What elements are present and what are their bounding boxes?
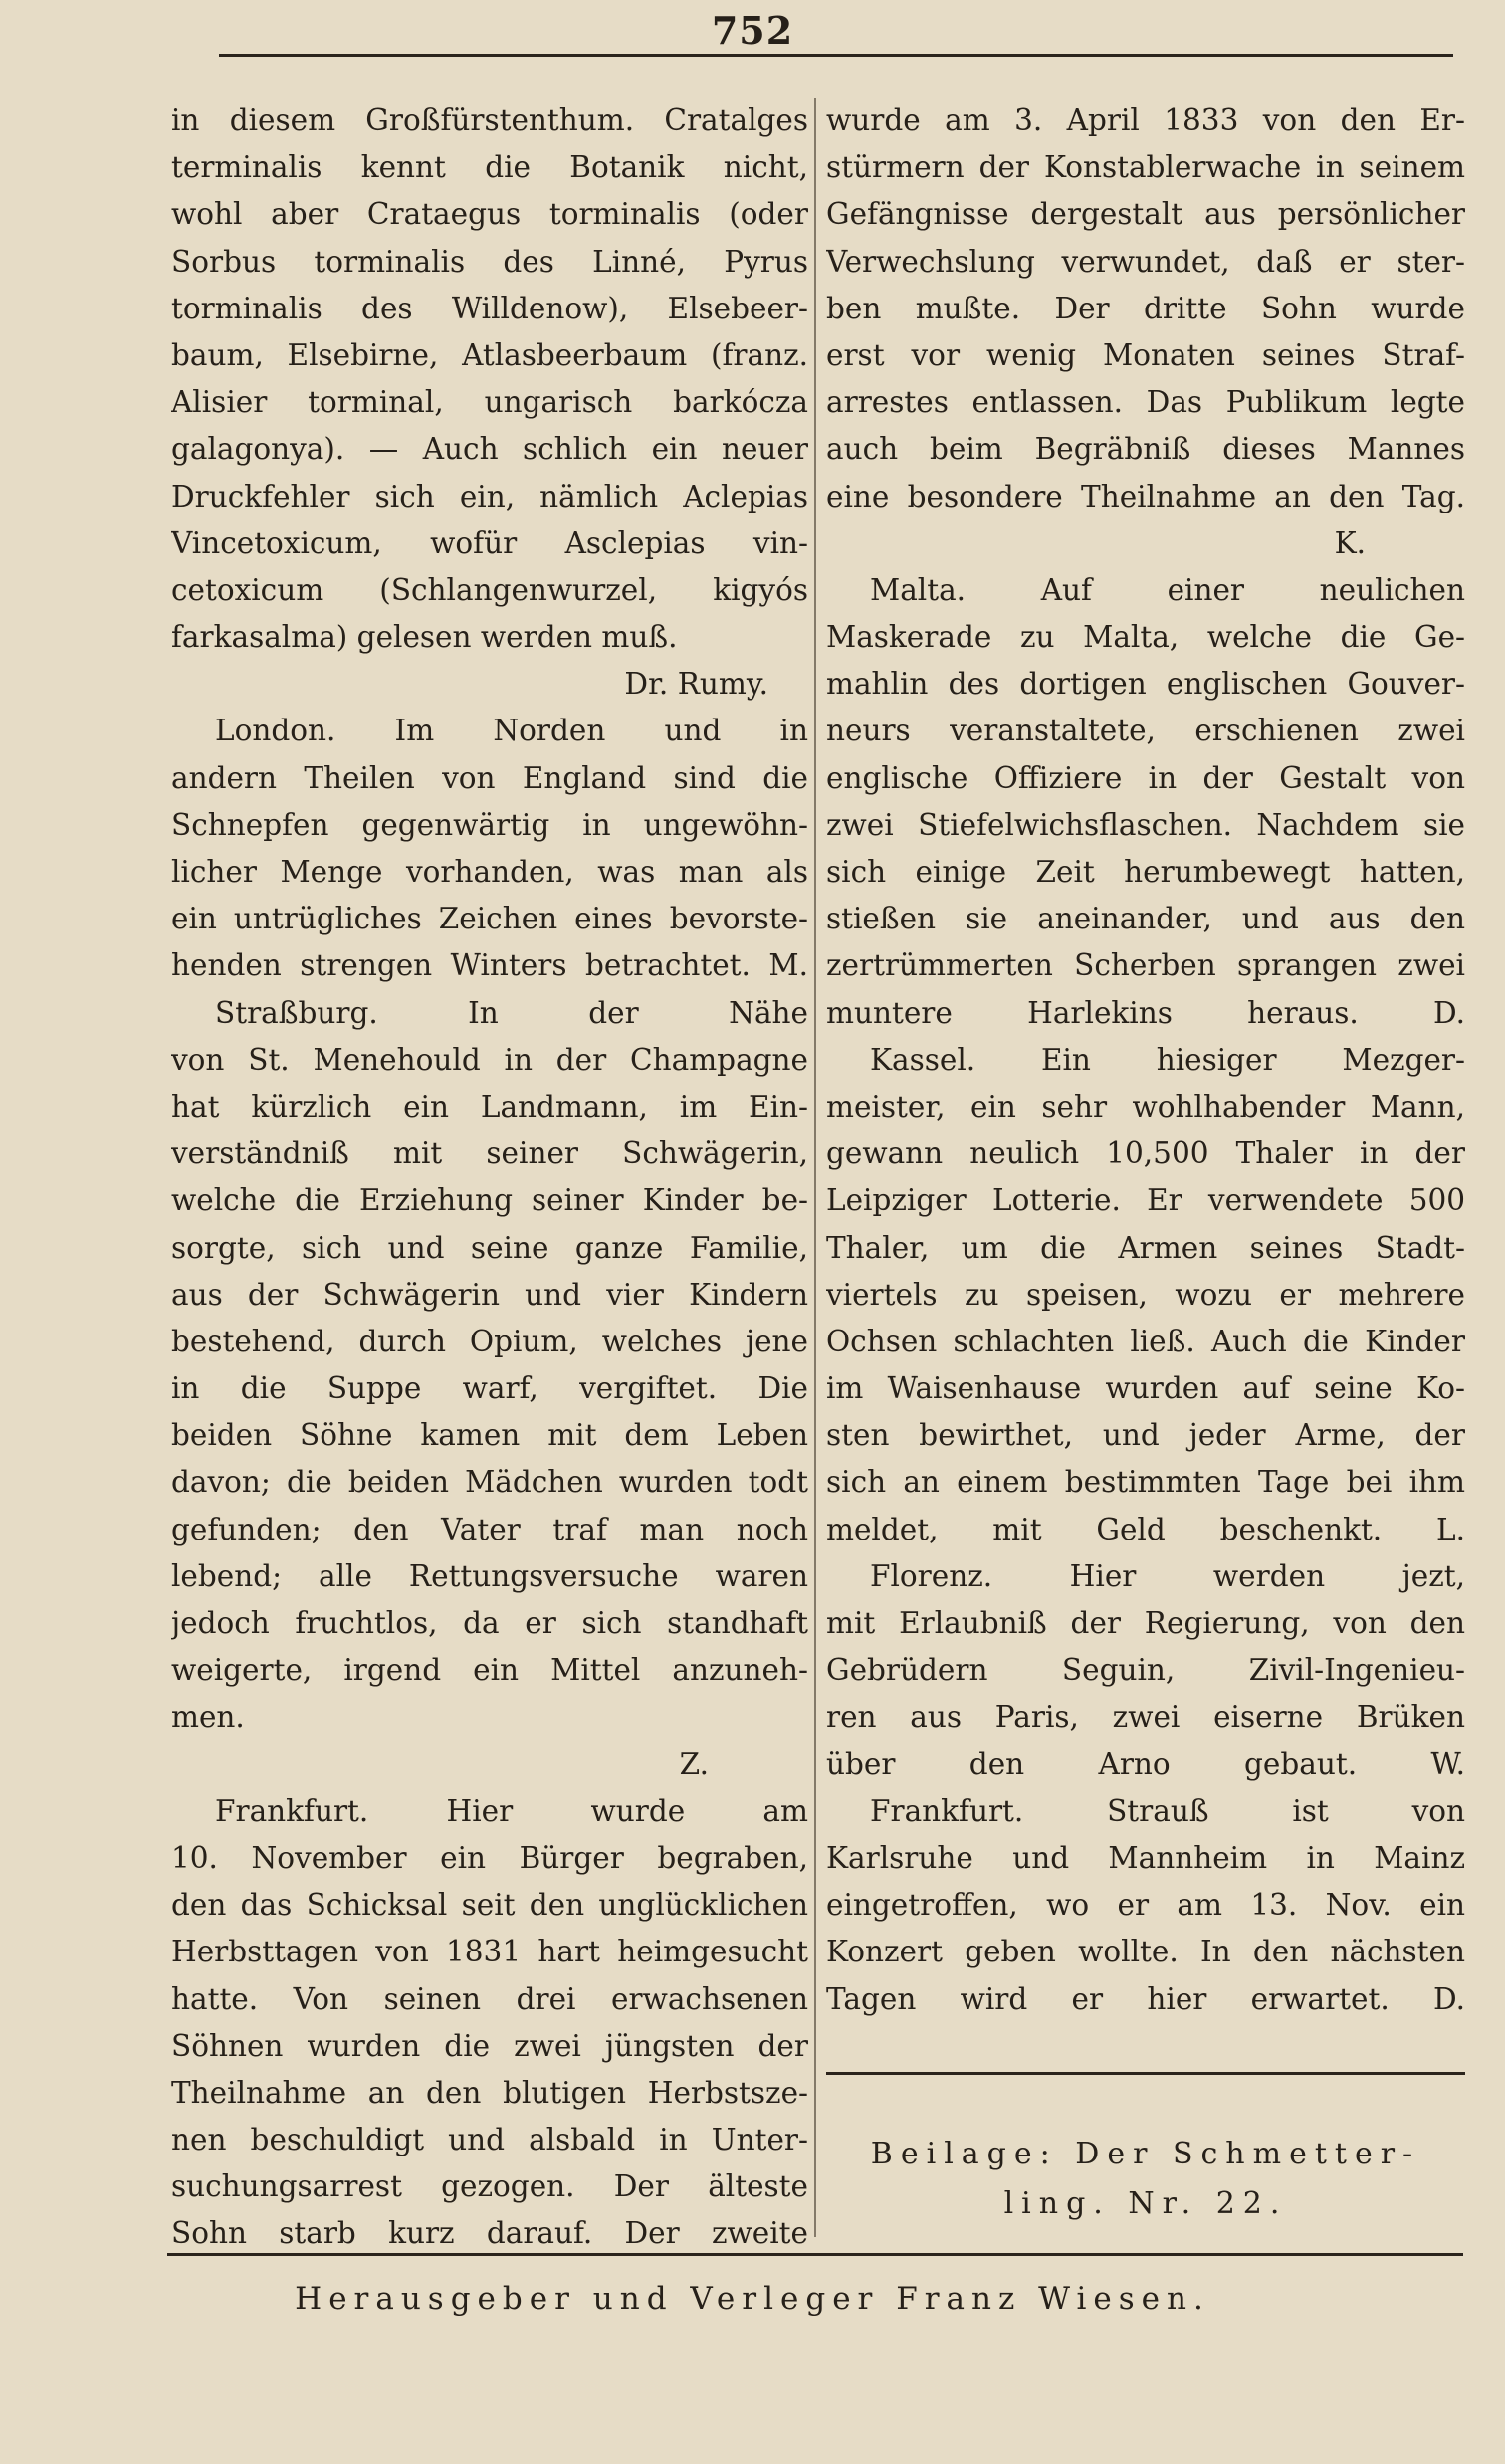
text-line: meister, ein sehr wohlhabender Mann,	[826, 1089, 1465, 1124]
footer-rule	[167, 2253, 1463, 2256]
text-line: verständniß mit seiner Schwägerin,	[171, 1136, 808, 1171]
text-line: Vincetoxicum, wofür Asclepias vin-	[171, 525, 808, 560]
text-line: nen beschuldigt und alsbald in Unter-	[171, 2123, 808, 2157]
text-line: ren aus Paris, zwei eiserne Brüken	[826, 1700, 1465, 1735]
text-line: stürmern der Konstablerwache in seinem	[826, 150, 1465, 185]
text-line: Herbsttagen von 1831 hart heimgesucht	[171, 1935, 808, 1969]
text-line: Sorbus torminalis des Linné, Pyrus	[171, 244, 808, 279]
text-line: andern Theilen von England sind die	[171, 760, 808, 795]
right-column	[826, 98, 1465, 2023]
text-line: ben mußte. Der dritte Sohn wurde	[826, 291, 1465, 325]
text-line: wohl aber Crataegus torminalis (oder	[171, 197, 808, 232]
text-line: licher Menge vorhanden, was man als	[171, 855, 808, 889]
text-line: ein untrügliches Zeichen eines bevorste-	[171, 902, 808, 936]
section-heading-line: Straßburg. In der Nähe	[215, 995, 808, 1030]
section-heading-line: Frankfurt. Hier wurde am	[215, 1793, 808, 1828]
section-heading-line: Kassel. Ein hiesiger Mezger-	[870, 1042, 1465, 1077]
text-line: von St. Menehould in der Champagne	[171, 1042, 808, 1077]
supplement-notice	[826, 2130, 1465, 2229]
text-line: sich einige Zeit herumbewegt hatten,	[826, 855, 1465, 889]
text-line: sten bewirthet, und jeder Arme, der	[826, 1418, 1465, 1453]
text-line: im Waisenhause wurden auf seine Ko-	[826, 1371, 1465, 1406]
text-line: jedoch fruchtlos, da er sich standhaft	[171, 1606, 808, 1640]
text-line: über den Arno gebaut. W.	[826, 1746, 1465, 1781]
text-line: eingetroffen, wo er am 13. Nov. ein	[826, 1888, 1465, 1923]
text-line: englische Offiziere in der Gestalt von	[826, 760, 1465, 795]
text-line: stießen sie aneinander, und aus den	[826, 902, 1465, 936]
page-number: 752	[711, 8, 794, 53]
column-divider	[814, 98, 816, 2237]
text-line: mahlin des dortigen englischen Gouver-	[826, 667, 1465, 702]
text-line: gefunden; den Vater traf man noch	[171, 1512, 808, 1546]
text-line: neurs veranstaltete, erschienen zwei	[826, 714, 1465, 748]
text-line: Leipziger Lotterie. Er verwendete 500	[826, 1183, 1465, 1218]
text-line: Sohn starb kurz darauf. Der zweite	[171, 2216, 808, 2251]
text-line: galagonya). — Auch schlich ein neuer	[171, 432, 808, 467]
text-line: bestehend, durch Opium, welches jene	[171, 1324, 808, 1358]
text-line: suchungsarrest gezogen. Der älteste	[171, 2169, 808, 2204]
text-line: auch beim Begräbniß dieses Mannes	[826, 432, 1465, 467]
header-rule	[219, 54, 1453, 57]
text-line: zwei Stiefelwichsflaschen. Nachdem sie	[826, 807, 1465, 842]
publisher-footer: Herausgeber und Verleger Franz Wiesen.	[295, 2281, 1210, 2317]
text-line: Konzert geben wollte. In den nächsten	[826, 1935, 1465, 1969]
section-heading-line: Florenz. Hier werden jezt,	[870, 1558, 1465, 1593]
text-line: Söhnen wurden die zwei jüngsten der	[171, 2028, 808, 2063]
supplement-line: ling. Nr. 22.	[1003, 2186, 1288, 2221]
signature: Dr. Rumy.	[624, 667, 768, 702]
text-line: muntere Harlekins heraus. D.	[826, 995, 1465, 1030]
text-line: zertrümmerten Scherben sprangen zwei	[826, 948, 1465, 983]
text-line: aus der Schwägerin und vier Kindern	[171, 1277, 808, 1312]
text-line: Tagen wird er hier erwartet. D.	[826, 1981, 1465, 2016]
text-line: Gebrüdern Seguin, Zivil-Ingenieu-	[826, 1653, 1465, 1688]
text-line: davon; die beiden Mädchen wurden todt	[171, 1465, 808, 1500]
text-line: torminalis des Willdenow), Elsebeer-	[171, 291, 808, 325]
text-line: mit Erlaubniß der Regierung, von den	[826, 1606, 1465, 1640]
text-line: cetoxicum (Schlangenwurzel, kigyós	[171, 572, 808, 607]
text-line: 10. November ein Bürger begraben,	[171, 1840, 808, 1875]
left-column	[171, 98, 808, 2258]
text-line: erst vor wenig Monaten seines Straf-	[826, 337, 1465, 372]
text-line: den das Schicksal seit den unglücklichen	[171, 1888, 808, 1923]
signature: K.	[1334, 525, 1366, 560]
text-line: sorgte, sich und seine ganze Familie,	[171, 1230, 808, 1265]
text-line: farkasalma) gelesen werden muß.	[171, 620, 678, 655]
text-line: gewann neulich 10,500 Thaler in der	[826, 1136, 1465, 1171]
section-heading-line: London. Im Norden und in	[215, 714, 808, 748]
text-line: men.	[171, 1700, 245, 1735]
text-line: welche die Erziehung seiner Kinder be-	[171, 1183, 808, 1218]
text-line: Schnepfen gegenwärtig in ungewöhn-	[171, 807, 808, 842]
text-line: sich an einem bestimmten Tage bei ihm	[826, 1465, 1465, 1500]
text-line: hatte. Von seinen drei erwachsenen	[171, 1981, 808, 2016]
text-line: Ochsen schlachten ließ. Auch die Kinder	[826, 1324, 1465, 1358]
text-line: Thaler, um die Armen seines Stadt-	[826, 1230, 1465, 1265]
section-heading-line: Malta. Auf einer neulichen	[870, 572, 1465, 607]
text-line: weigerte, irgend ein Mittel anzuneh-	[171, 1653, 808, 1688]
text-line: arrestes entlassen. Das Publikum legte	[826, 385, 1465, 420]
text-line: in die Suppe warf, vergiftet. Die	[171, 1371, 808, 1406]
text-line: Theilnahme an den blutigen Herbstsze-	[171, 2075, 808, 2110]
text-line: eine besondere Theilnahme an den Tag.	[826, 479, 1465, 513]
text-line: terminalis kennt die Botanik nicht,	[171, 150, 808, 185]
text-line: Alisier torminal, ungarisch barkócza	[171, 385, 808, 420]
text-line: Druckfehler sich ein, nämlich Aclepias	[171, 479, 808, 513]
text-line: henden strengen Winters betrachtet. M.	[171, 948, 808, 983]
text-line: Karlsruhe und Mannheim in Mainz	[826, 1840, 1465, 1875]
supplement-rule	[826, 2072, 1465, 2075]
text-line: baum, Elsebirne, Atlasbeerbaum (franz.	[171, 337, 808, 372]
text-line: beiden Söhne kamen mit dem Leben	[171, 1418, 808, 1453]
text-line: Gefängnisse dergestalt aus persönlicher	[826, 197, 1465, 232]
text-line: lebend; alle Rettungsversuche waren	[171, 1558, 808, 1593]
section-heading-line: Frankfurt. Strauß ist von	[870, 1793, 1465, 1828]
signature: Z.	[679, 1746, 709, 1781]
text-line: Verwechslung verwundet, daß er ster-	[826, 244, 1465, 279]
text-line: meldet, mit Geld beschenkt. L.	[826, 1512, 1465, 1546]
text-line: wurde am 3. April 1833 von den Er-	[826, 103, 1465, 137]
text-line: hat kürzlich ein Landmann, im Ein-	[171, 1089, 808, 1124]
text-line: Maskerade zu Malta, welche die Ge-	[826, 620, 1465, 655]
text-line: viertels zu speisen, wozu er mehrere	[826, 1277, 1465, 1312]
supplement-line: Beilage: Der Schmetter-	[870, 2137, 1421, 2171]
text-line: in diesem Großfürstenthum. Cratalges	[171, 103, 808, 137]
